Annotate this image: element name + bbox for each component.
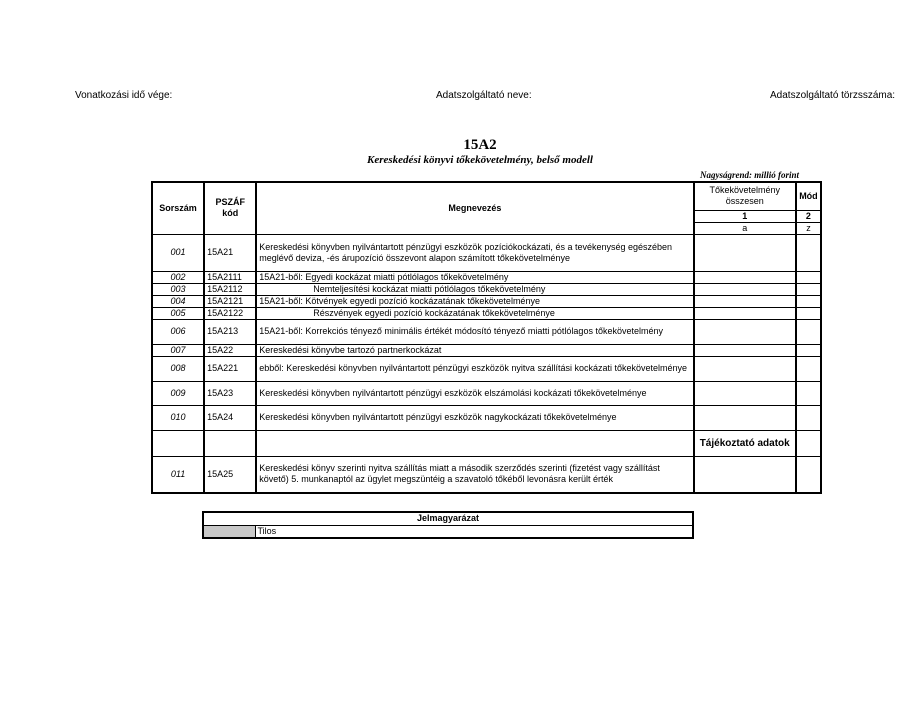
form-title: Kereskedési könyvi tőkekövetelmény, belső modell	[367, 154, 593, 166]
table-row	[152, 344, 821, 356]
row-description: Kereskedési könyvben nyilvántartott pénzügyi eszközök elszámolási kockázati tőkekövetelménye	[256, 381, 693, 405]
info-section-row	[152, 430, 821, 456]
mode-cell[interactable]	[796, 307, 821, 319]
row-description: 15A21-ből: Kötvények egyedi pozíció kockázatának tőkekövetelménye	[256, 295, 693, 307]
row-description: Kereskedési könyvbe tartozó partnerkockázat	[256, 344, 693, 356]
row-code: 15A2112	[204, 283, 256, 295]
legend-item-label: Tilos	[255, 525, 693, 538]
mode-cell[interactable]	[796, 234, 821, 271]
row-code: 15A221	[204, 356, 256, 381]
mode-cell[interactable]	[796, 381, 821, 405]
row-number: 011	[152, 456, 204, 493]
mode-cell[interactable]	[796, 319, 821, 344]
unit-note: Nagyságrend: millió forint	[700, 170, 800, 180]
row-number: 001	[152, 234, 204, 271]
table-row	[152, 319, 821, 344]
table-row	[152, 356, 821, 381]
legend-table	[202, 511, 694, 539]
table-row	[152, 381, 821, 405]
row-description: Nemteljesítési kockázat miatti pótlólagos tőkekövetelmény	[256, 283, 693, 295]
value-cell[interactable]	[694, 405, 796, 430]
period-end-label: Vonatkozási idő vége:	[75, 90, 173, 101]
row-number: 002	[152, 271, 204, 283]
provider-name-label: Adatszolgáltató neve:	[436, 90, 532, 101]
row-number: 005	[152, 307, 204, 319]
table-row	[152, 405, 821, 430]
col-header-megnevezes: Megnevezés	[256, 182, 693, 234]
value-cell[interactable]	[694, 356, 796, 381]
row-code: 15A2121	[204, 295, 256, 307]
data-table	[151, 181, 822, 494]
col-header-sorszam: Sorszám	[152, 182, 204, 234]
value-cell[interactable]	[694, 319, 796, 344]
mode-cell[interactable]	[796, 356, 821, 381]
row-number: 006	[152, 319, 204, 344]
mode-cell[interactable]	[796, 295, 821, 307]
row-description: Kereskedési könyvben nyilvántartott pénzügyi eszközök nagykockázati tőkekövetelménye	[256, 405, 693, 430]
row-number: 008	[152, 356, 204, 381]
table-row	[152, 307, 821, 319]
row-code: 15A2122	[204, 307, 256, 319]
value-cell[interactable]	[694, 295, 796, 307]
value-cell[interactable]	[694, 283, 796, 295]
table-row	[152, 271, 821, 283]
row-number: 010	[152, 405, 204, 430]
row-code: 15A24	[204, 405, 256, 430]
row-code: 15A22	[204, 344, 256, 356]
col-header-mod: Mód	[796, 182, 821, 210]
col-header-pszaf-kod: PSZÁF kód	[204, 182, 256, 234]
row-description: Kereskedési könyv szerinti nyitva szállítás miatt a második szerződés szerinti (fizetést vagy szállítást követő) 5. munkanaptól az ügylet megszüntéig a szavatoló tőkéből levonásra került érték	[256, 456, 693, 493]
legend-swatch	[203, 525, 255, 538]
row-code: 15A25	[204, 456, 256, 493]
mode-cell[interactable]	[796, 456, 821, 493]
info-section-label: Tájékoztató adatok	[694, 430, 796, 456]
value-cell[interactable]	[694, 381, 796, 405]
row-number: 007	[152, 344, 204, 356]
form-code: 15A2	[463, 137, 497, 153]
row-description: 15A21-ből: Korrekciós tényező minimális értékét módosító tényező miatti pótlólagos tőkekövetelmény	[256, 319, 693, 344]
col-header-tokekovetelmeny: Tőkekövetelmény összesen	[694, 182, 796, 210]
table-row	[152, 456, 821, 493]
row-code: 15A213	[204, 319, 256, 344]
value-cell[interactable]	[694, 344, 796, 356]
row-number: 003	[152, 283, 204, 295]
mode-cell[interactable]	[796, 405, 821, 430]
col-number-1: 1	[694, 210, 796, 222]
row-description: 15A21-ből: Egyedi kockázat miatti pótlólagos tőkekövetelmény	[256, 271, 693, 283]
legend-title: Jelmagyarázat	[203, 512, 693, 525]
table-row	[152, 283, 821, 295]
row-code: 15A23	[204, 381, 256, 405]
table-row	[152, 234, 821, 271]
row-description: ebből: Kereskedési könyvben nyilvántartott pénzügyi eszközök nyitva szállítási kockázati tőkekövetelménye	[256, 356, 693, 381]
col-letter-z: z	[796, 222, 821, 234]
value-cell[interactable]	[694, 234, 796, 271]
value-cell[interactable]	[694, 271, 796, 283]
row-number: 004	[152, 295, 204, 307]
mode-cell[interactable]	[796, 271, 821, 283]
mode-cell[interactable]	[796, 283, 821, 295]
value-cell[interactable]	[694, 307, 796, 319]
value-cell[interactable]	[694, 456, 796, 493]
mode-cell[interactable]	[796, 344, 821, 356]
row-code: 15A2111	[204, 271, 256, 283]
provider-id-label: Adatszolgáltató törzsszáma:	[770, 90, 896, 101]
row-number: 009	[152, 381, 204, 405]
row-description: Részvények egyedi pozíció kockázatának tőkekövetelménye	[256, 307, 693, 319]
row-description: Kereskedési könyvben nyilvántartott pénzügyi eszközök pozíciókockázati, és a tevékenység egészében meglévő deviza, -és árupozíció összevont alapon számított tőkekövetelménye	[256, 234, 693, 271]
table-row	[152, 295, 821, 307]
row-code: 15A21	[204, 234, 256, 271]
col-number-2: 2	[796, 210, 821, 222]
col-letter-a: a	[694, 222, 796, 234]
